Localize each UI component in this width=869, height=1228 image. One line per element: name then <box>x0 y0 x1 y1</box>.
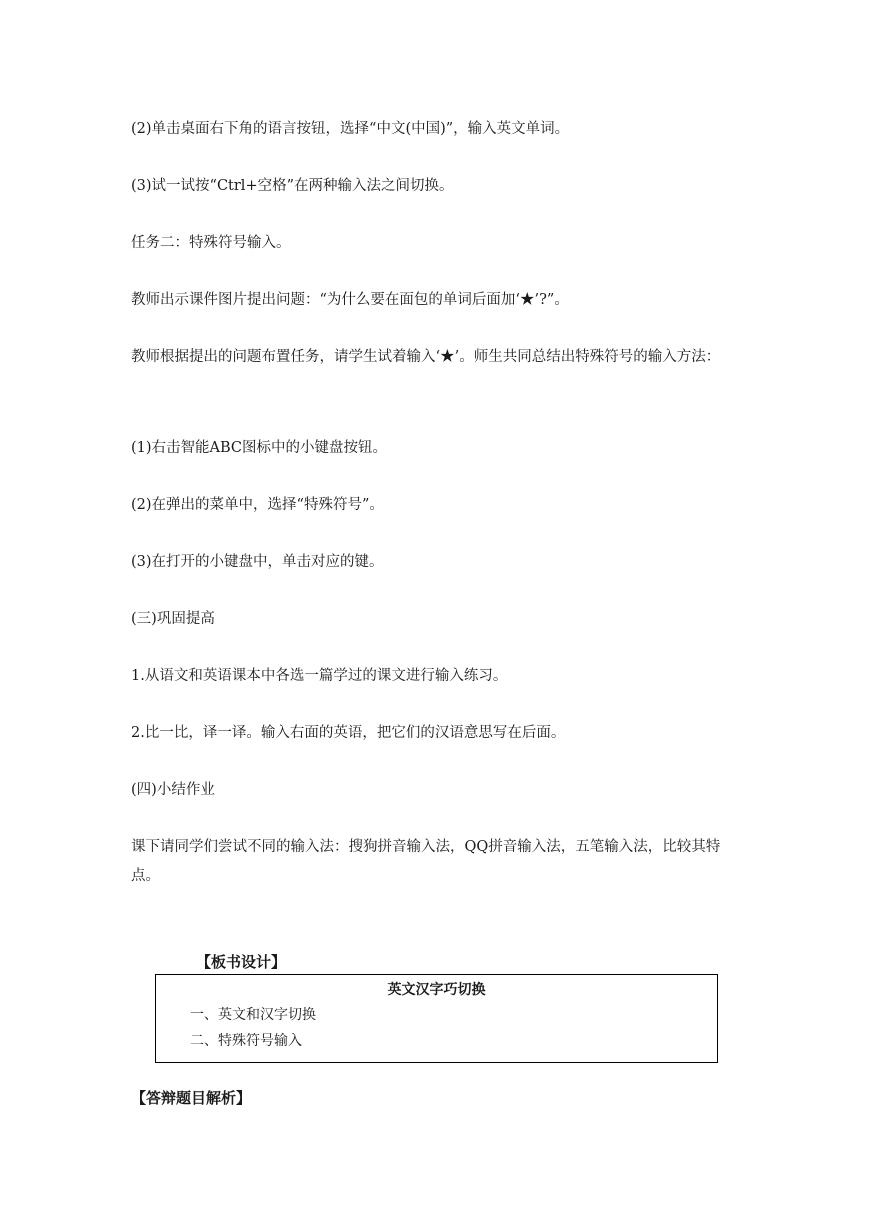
defense-heading: 【答辩题目解析】 <box>131 1089 252 1107</box>
paragraph: 教师出示课件图片提出问题：“为什么要在面包的单词后面加‘★’?”。 <box>131 292 569 308</box>
paragraph: 1.从语文和英语课本中各选一篇学过的课文进行输入练习。 <box>131 668 508 684</box>
paragraph: 任务二：特殊符号输入。 <box>131 235 291 251</box>
paragraph: (3)在打开的小键盘中，单击对应的键。 <box>131 554 384 570</box>
paragraph: (3)试一试按“Ctrl+空格”在两种输入法之间切换。 <box>131 178 454 194</box>
paragraph: 课下请同学们尝试不同的输入法：搜狗拼音输入法，QQ拼音输入法，五笔输入法，比较其特点。 <box>131 839 721 884</box>
paragraph: 2.比一比，译一译。输入右面的英语，把它们的汉语意思写在后面。 <box>131 725 566 741</box>
board-item: 二、特殊符号输入 <box>190 1033 302 1049</box>
paragraph: (2)单击桌面右下角的语言按钮，选择“中文(中国)”，输入英文单词。 <box>131 121 570 137</box>
paragraph: (1)右击智能ABC图标中的小键盘按钮。 <box>131 440 388 456</box>
paragraph: 教师根据提出的问题布置任务，请学生试着输入‘★’。师生共同总结出特殊符号的输入方法： <box>131 349 721 365</box>
section-heading: (三)巩固提高 <box>131 611 215 627</box>
paragraph: (2)在弹出的菜单中，选择“特殊符号”。 <box>131 497 384 513</box>
board-design-heading: 【板书设计】 <box>196 953 287 971</box>
board-title: 英文汉字巧切换 <box>387 982 486 998</box>
section-heading: (四)小结作业 <box>131 782 215 798</box>
board-design-box <box>155 974 718 1063</box>
board-item: 一、英文和汉字切换 <box>190 1007 316 1023</box>
